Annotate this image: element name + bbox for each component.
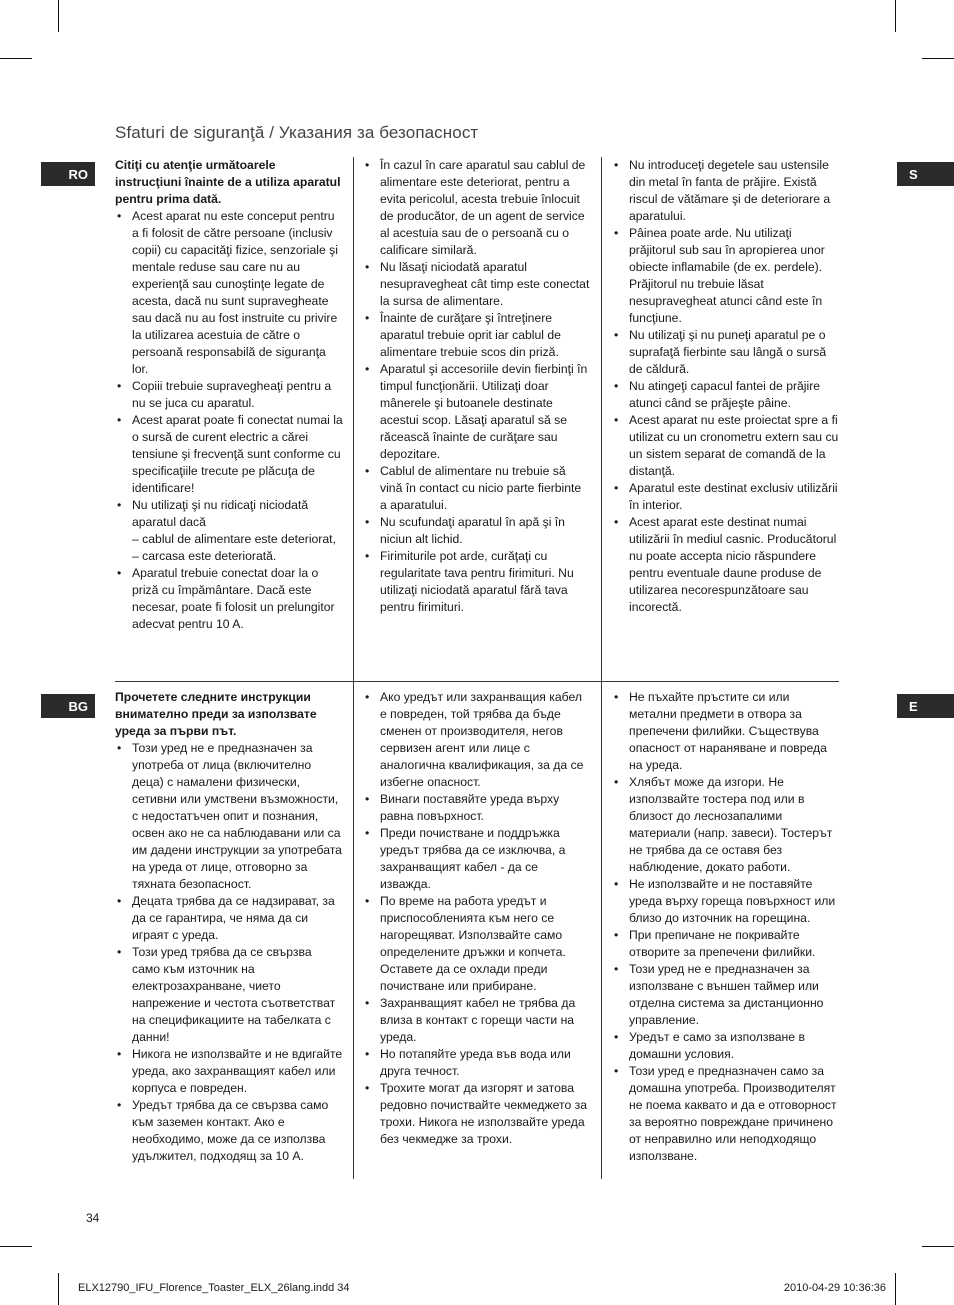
list-item: • Aparatul şi accesoriile devin fierbinţi în timpul funcţionării. Utilizaţi doar mânerele şi butoanele destinate acestui scop. Lăsaţi aparatul să se răcească înainte de curăţare sau depozitare. xyxy=(363,361,591,463)
page-title: Sfaturi de siguranţă / Указания за безопасност xyxy=(115,123,479,142)
list-sub-item: – carcasa este deteriorată. xyxy=(132,549,277,563)
list-item-text: Nu utilizaţi şi nu ridicaţi niciodată aparatul dacă xyxy=(132,498,309,529)
column-divider xyxy=(353,157,354,681)
crop-mark xyxy=(0,58,32,59)
footer-timestamp: 2010-04-29 10:36:36 xyxy=(783,1282,886,1294)
column-divider xyxy=(601,157,602,681)
language-tag-cut-right: E xyxy=(897,694,954,718)
crop-mark xyxy=(895,0,896,32)
list-item xyxy=(115,497,343,565)
list-item: • Уредът е само за използване в домашни условия. xyxy=(612,1029,840,1063)
list-item: • По време на работа уредът и приспособленията към него се нагорещяват. Използвайте само определените дръжки и копчета. Оставете да се охлади преди почистване или прибиране. xyxy=(363,893,591,995)
list-item: • Не пъхайте пръстите си или метални предмети в отвора за препечени филийки. Съществува опасност от нараняване и повреда на уреда. xyxy=(612,689,840,774)
page-number: 34 xyxy=(86,1211,100,1225)
bg-list-2 xyxy=(363,689,591,1148)
column-divider xyxy=(353,682,354,1179)
column-divider xyxy=(601,682,602,1179)
list-item: • Този уред не е предназначен за използване с външен таймер или отделна система за дистанционно управление. xyxy=(612,961,840,1029)
ro-column-3 xyxy=(612,157,840,616)
section-divider xyxy=(115,681,839,682)
ro-list-1 xyxy=(115,208,343,633)
list-item: • Уредът трябва да се свързва само към заземен контакт. Ако е необходимо, може да се използва удължител, подходящ за 10 А. xyxy=(115,1097,343,1165)
language-tag-cut-right: S xyxy=(897,162,954,186)
list-item: • При препичане не покривайте отворите за препечени филийки. xyxy=(612,927,840,961)
crop-mark xyxy=(0,1246,32,1247)
ro-column-1 xyxy=(115,157,343,633)
list-item: • În cazul în care aparatul sau cablul de alimentare este deteriorat, pentru a evita pericolul, acesta trebuie înlocuit de producător, de un agent de service al acestuia sau de o persoană cu o calificare similară. xyxy=(363,157,591,259)
ro-column-2 xyxy=(363,157,591,616)
list-item: • Nu lăsaţi niciodată aparatul nesupravegheat cât timp este conectat la sursa de alimentare. xyxy=(363,259,591,310)
list-item: • Nu utilizaţi şi nu puneţi aparatul pe o suprafaţă fierbinte sau lângă o sursă de căldură. xyxy=(612,327,840,378)
list-item: • Acest aparat nu este proiectat spre a fi utilizat cu un cronometru extern sau cu un sistem separat de comandă de la distanţă. xyxy=(612,412,840,480)
list-item: • Винаги поставяйте уреда върху равна повърхност. xyxy=(363,791,591,825)
list-item: • Ако уредът или захранващия кабел е повреден, той трябва да бъде сменен от производителя, негов сервизен агент или лице с аналогична квалификация, за да се избегне опасност. xyxy=(363,689,591,791)
list-item: • Този уред е предназначен само за домашна употреба. Производителят не поема каквато и да е отговорност за вероятно повреждане причинено от неправилно или неподходящо използване. xyxy=(612,1063,840,1165)
bg-column-2 xyxy=(363,689,591,1148)
list-item: • Хлябът може да изгори. Не използвайте тостера под или в близост до леснозапалими материали (напр. завеси). Тостерът не трябва да се оставя без наблюдение, докато работи. xyxy=(612,774,840,876)
list-item: • Този уред не е предназначен за употреба от лица (включително деца) с намалени физически, сетивни или умствени възможности, с недостатъчен опит и познания, освен ако не са наблюдавани или са им дадени инструкции за употребата на уреда от лице, отговорно за тяхната безопасност. xyxy=(115,740,343,893)
crop-mark xyxy=(895,1273,896,1305)
list-item: • Преди почистване и поддръжка уредът трябва да се изключва, а захранващият кабел - да се изважда. xyxy=(363,825,591,893)
list-item: • Nu scufundaţi aparatul în apă şi în niciun alt lichid. xyxy=(363,514,591,548)
list-item: • Трохите могат да изгорят и затова редовно почиствайте чекмеджето за трохи. Никога не използвайте уреда без чекмедже за трохи. xyxy=(363,1080,591,1148)
language-tag-ro: RO xyxy=(41,162,95,186)
bg-column-3 xyxy=(612,689,840,1165)
footer-file-name: ELX12790_IFU_Florence_Toaster_ELX_26lang.indd 34 xyxy=(78,1282,350,1294)
list-item: • Pâinea poate arde. Nu utilizaţi prăjitorul sub sau în apropierea unor obiecte inflamabile (de ex. perdele). Prăjitorul nu trebuie lăsat nesupravegheat atunci când este în funcţiune. xyxy=(612,225,840,327)
list-item: • Nu atingeţi capacul fantei de prăjire atunci când se prăjeşte pâine. xyxy=(612,378,840,412)
list-item: • Не използвайте и не поставяйте уреда върху гореща повърхност или близо до източник на горещина. xyxy=(612,876,840,927)
list-item: • Acest aparat este destinat numai utilizării în mediul casnic. Producătorul nu poate accepta nicio răspundere pentru eventuale daune produse de utilizarea necorespunzătoare sau incorectă. xyxy=(612,514,840,616)
list-item: • Copiii trebuie supravegheaţi pentru a nu se juca cu aparatul. xyxy=(115,378,343,412)
crop-mark xyxy=(58,0,59,32)
ro-list-3 xyxy=(612,157,840,616)
bg-column-1 xyxy=(115,689,343,1165)
list-item: • Никога не използвайте и не вдигайте уреда, ако захранващият кабел или корпуса е повреден. xyxy=(115,1046,343,1097)
bg-list-3 xyxy=(612,689,840,1165)
list-item: • Firimiturile pot arde, curăţaţi cu regularitate tava pentru firimituri. Nu utilizaţi niciodată aparatul fără tava pentru firimituri. xyxy=(363,548,591,616)
bg-list-1 xyxy=(115,740,343,1165)
list-item: • Захранващият кабел не трябва да влиза в контакт с горещи части на уреда. xyxy=(363,995,591,1046)
ro-list-2 xyxy=(363,157,591,616)
bg-intro: Прочетете следните инструкции внимателно преди за използвате уреда за първи път. xyxy=(115,690,317,738)
list-item: • Aparatul este destinat exclusiv utilizării în interior. xyxy=(612,480,840,514)
list-item: • Но потапяйте уреда във вода или друга течност. xyxy=(363,1046,591,1080)
crop-mark xyxy=(58,1273,59,1305)
language-tag-bg: BG xyxy=(41,694,95,718)
crop-mark xyxy=(922,1246,954,1247)
list-item: • Nu introduceţi degetele sau ustensile din metal în fanta de prăjire. Există riscul de vătămare şi de deteriorare a aparatului. xyxy=(612,157,840,225)
crop-mark xyxy=(922,58,954,59)
list-item: • Cablul de alimentare nu trebuie să vină în contact cu nicio parte fierbinte a aparatului. xyxy=(363,463,591,514)
list-item: • Acest aparat nu este conceput pentru a fi folosit de către persoane (inclusiv copii) cu capacităţi fizice, senzoriale şi mentale reduse sau care nu au experienţă sau cunoştinţe legate de acesta, dacă nu sunt supravegheate sau dacă nu au fost instruite cu privire la utilizarea acestuia de către o persoană responsabilă de siguranţa lor. xyxy=(115,208,343,378)
list-sub-item: – cablul de alimentare este deteriorat, xyxy=(132,532,336,546)
list-item: • Înainte de curăţare şi întreţinere aparatul trebuie oprit iar cablul de alimentare trebuie scos din priză. xyxy=(363,310,591,361)
list-item: • Децата трябва да се надзирават, за да се гарантира, че няма да си играят с уреда. xyxy=(115,893,343,944)
list-item: • Този уред трябва да се свързва само към източник на електрозахранване, чието напрежение и честота съответстват на спецификациите на табелката с данни! xyxy=(115,944,343,1046)
list-item: • Aparatul trebuie conectat doar la o priză cu împământare. Dacă este necesar, poate fi folosit un prelungitor adecvat pentru 10 A. xyxy=(115,565,343,633)
list-item: • Acest aparat poate fi conectat numai la o sursă de curent electric a cărei tensiune şi frecvenţă sunt conforme cu specificaţiile trecute pe plăcuţa de identificare! xyxy=(115,412,343,497)
ro-intro: Citiţi cu atenţie următoarele instrucţiuni înainte de a utiliza aparatul pentru prima dată. xyxy=(115,158,341,206)
